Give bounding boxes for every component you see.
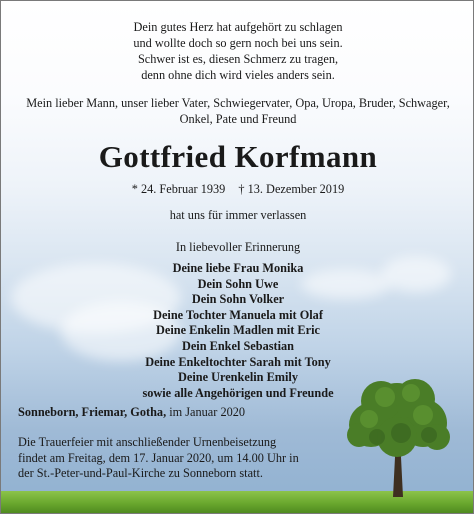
family-member: Deine Enkelin Madlen mit Eric xyxy=(156,323,320,338)
poem xyxy=(1,19,474,83)
funeral-line: Die Trauerfeier mit anschließender Urnenbeisetzung xyxy=(18,435,277,449)
poem-line: denn ohne dich wird vieles anders sein. xyxy=(141,68,335,82)
place-and-date xyxy=(18,405,245,421)
death-date: † 13. Dezember 2019 xyxy=(238,182,345,196)
relationship-line: Onkel, Pate und Freund xyxy=(179,112,297,126)
deceased-name: Gottfried Korfmann xyxy=(98,139,378,174)
family-member: Dein Sohn Volker xyxy=(191,292,285,307)
family-member: sowie alle Angehörigen und Freunde xyxy=(142,385,334,400)
family-member: Deine Enkeltochter Sarah mit Tony xyxy=(145,354,331,369)
relationship-line: Mein lieber Mann, unser lieber Vater, Schwiegervater, Opa, Uropa, Bruder, Schwager, xyxy=(26,96,450,110)
tree-illustration xyxy=(341,373,453,497)
left-us-text: hat uns für immer verlassen xyxy=(169,208,307,222)
family-member: Deine liebe Frau Monika xyxy=(172,261,304,275)
poem-line: Schwer ist es, diesen Schmerz zu tragen, xyxy=(137,52,339,66)
relationship-text xyxy=(1,95,474,127)
life-dates xyxy=(1,181,474,197)
family-member: Deine Urenkelin Emily xyxy=(177,370,298,385)
family-member: Deine Tochter Manuela mit Olaf xyxy=(153,307,323,322)
memory-heading: In liebevoller Erinnerung xyxy=(175,240,301,254)
poem-line: und wollte doch so gern noch bei uns sein. xyxy=(133,36,343,50)
birth-date: * 24. Februar 1939 xyxy=(131,182,226,196)
funeral-info xyxy=(18,435,299,482)
family-member: Dein Enkel Sebastian xyxy=(181,338,295,353)
funeral-line: findet am Freitag, dem 17. Januar 2020, um 14.00 Uhr in xyxy=(18,450,299,465)
place-towns: Sonneborn, Friemar, Gotha, xyxy=(18,405,167,419)
place-date: im Januar 2020 xyxy=(166,405,246,419)
funeral-line: der St.-Peter-und-Paul-Kirche zu Sonneborn statt. xyxy=(18,466,263,481)
poem-line: Dein gutes Herz hat aufgehört zu schlagen xyxy=(133,20,343,34)
family-member: Dein Sohn Uwe xyxy=(197,276,279,291)
